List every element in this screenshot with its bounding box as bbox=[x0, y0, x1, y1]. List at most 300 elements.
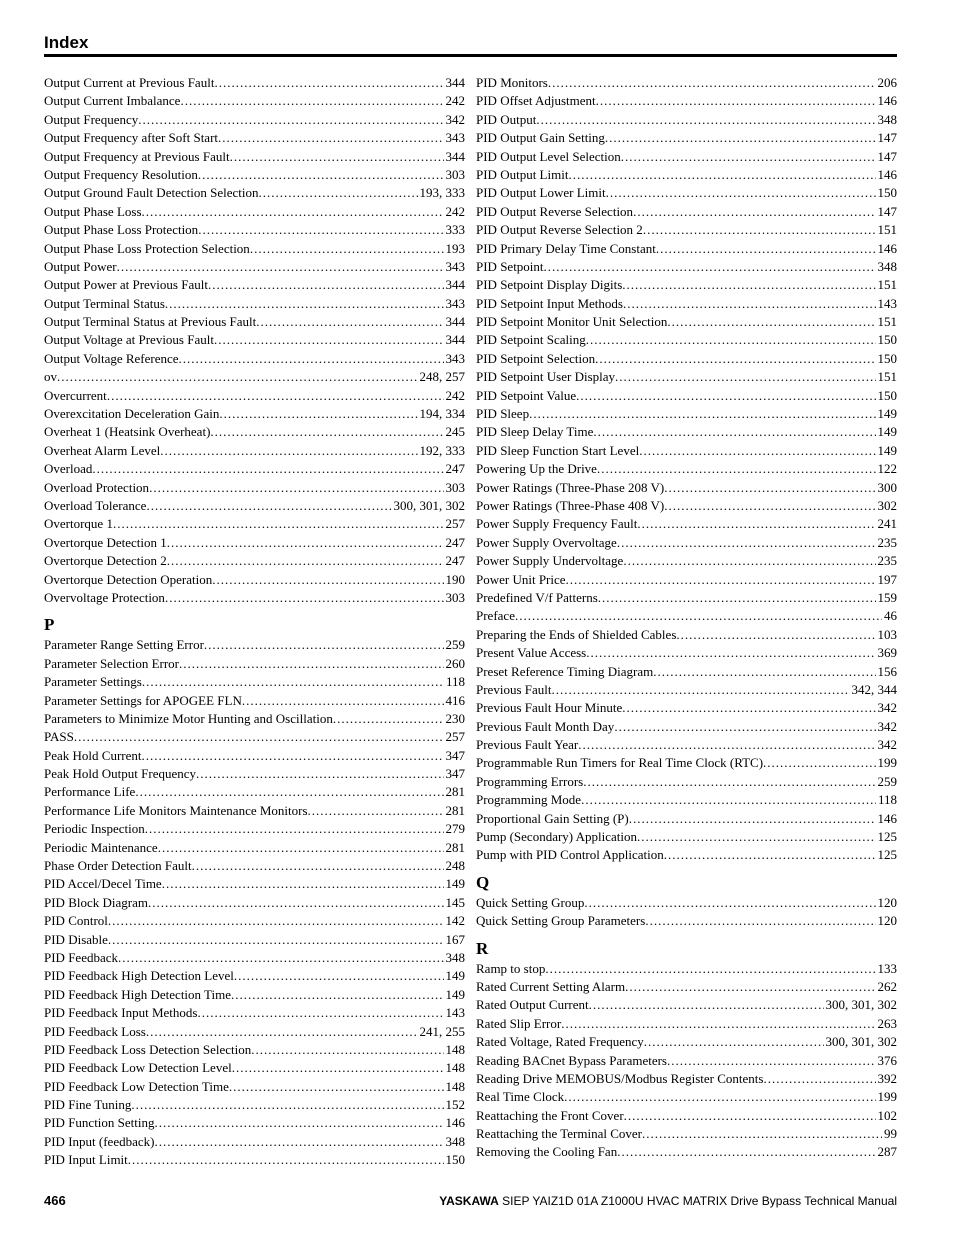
index-entry bbox=[44, 111, 465, 129]
dot-leader bbox=[179, 350, 444, 368]
index-page-ref: 146 bbox=[877, 810, 897, 826]
index-entry bbox=[44, 765, 465, 783]
index-page-ref: 199 bbox=[877, 1089, 897, 1105]
index-term: Overtorque Detection 1 bbox=[44, 534, 167, 550]
index-term: Output Ground Fault Detection Selection bbox=[44, 185, 259, 201]
index-page-ref: 343 bbox=[445, 295, 465, 311]
index-entry bbox=[44, 258, 465, 276]
index-page-ref: 260 bbox=[445, 655, 465, 671]
index-term: PID Sleep bbox=[476, 406, 530, 422]
index-term: Previous Fault Hour Minute bbox=[476, 700, 623, 716]
index-term: PID Feedback Loss bbox=[44, 1023, 146, 1039]
dot-leader bbox=[653, 663, 875, 681]
index-term: PID Feedback Loss Detection Selection bbox=[44, 1041, 252, 1057]
index-term: PID Setpoint Scaling bbox=[476, 332, 586, 348]
index-entry bbox=[476, 828, 897, 846]
dot-leader bbox=[643, 221, 876, 239]
index-term: Performance Life bbox=[44, 784, 136, 800]
index-term: PID Setpoint Value bbox=[476, 387, 577, 403]
index-page-ref: 46 bbox=[884, 608, 897, 624]
dot-leader bbox=[593, 423, 875, 441]
index-entry bbox=[44, 710, 465, 728]
index-term: PID Control bbox=[44, 913, 108, 929]
index-term: Output Terminal Status bbox=[44, 295, 165, 311]
index-page-ref: 347 bbox=[445, 747, 465, 763]
index-page-ref: 281 bbox=[445, 802, 465, 818]
dot-leader bbox=[617, 534, 876, 552]
index-page-ref: 342 bbox=[877, 700, 897, 716]
index-term: Rated Voltage, Rated Frequency bbox=[476, 1034, 644, 1050]
index-term: Periodic Maintenance bbox=[44, 839, 158, 855]
index-term: Overexcitation Deceleration Gain bbox=[44, 406, 220, 422]
index-entry bbox=[44, 692, 465, 710]
index-term: Output Current at Previous Fault bbox=[44, 75, 215, 90]
index-term: Reading BACnet Bypass Parameters bbox=[476, 1052, 667, 1068]
index-section-letter: R bbox=[476, 938, 489, 958]
index-page-ref: 147 bbox=[877, 203, 897, 219]
index-page-ref: 300 bbox=[877, 479, 897, 495]
dot-leader bbox=[251, 1041, 443, 1059]
dot-leader bbox=[162, 875, 444, 893]
dot-leader bbox=[623, 552, 875, 570]
index-page-ref: 247 bbox=[445, 534, 465, 550]
index-page-ref: 206 bbox=[877, 75, 897, 90]
index-page-ref: 348 bbox=[877, 111, 897, 127]
dot-leader bbox=[586, 644, 875, 662]
index-entry bbox=[44, 571, 465, 589]
index-page-ref: 120 bbox=[877, 913, 897, 929]
index-term: PID Feedback Low Detection Time bbox=[44, 1078, 229, 1094]
index-entry bbox=[44, 276, 465, 294]
index-page-ref: 281 bbox=[445, 839, 465, 855]
index-page-ref: 342 bbox=[877, 737, 897, 753]
dot-leader bbox=[131, 1096, 443, 1114]
dot-leader bbox=[154, 1133, 443, 1151]
index-entry bbox=[44, 673, 465, 691]
index-page-ref: 247 bbox=[445, 553, 465, 569]
index-page-ref: 159 bbox=[877, 589, 897, 605]
index-entry bbox=[476, 515, 897, 533]
dot-leader bbox=[645, 912, 875, 930]
index-term: Programming Errors bbox=[476, 773, 584, 789]
index-entry bbox=[44, 1151, 465, 1169]
index-page-ref: 102 bbox=[877, 1107, 897, 1123]
index-entry bbox=[476, 1052, 897, 1070]
index-entry bbox=[476, 258, 897, 276]
index-page-ref: 342 bbox=[877, 718, 897, 734]
dot-leader bbox=[210, 423, 443, 441]
dot-leader bbox=[135, 783, 443, 801]
index-entry bbox=[44, 221, 465, 239]
index-term: Overload Protection bbox=[44, 479, 150, 495]
index-entry bbox=[44, 857, 465, 875]
dot-leader bbox=[57, 368, 418, 386]
index-term: PID Output bbox=[476, 111, 537, 127]
index-entry bbox=[476, 1143, 897, 1161]
index-term: Overtorque Detection 2 bbox=[44, 553, 167, 569]
index-page-ref: 248, 257 bbox=[419, 369, 465, 385]
index-entry bbox=[476, 978, 897, 996]
index-page-ref: 262 bbox=[877, 978, 897, 994]
dot-leader bbox=[664, 479, 875, 497]
index-page-ref: 150 bbox=[877, 387, 897, 403]
dot-leader bbox=[614, 718, 875, 736]
index-entry bbox=[476, 368, 897, 386]
index-entry bbox=[476, 1125, 897, 1143]
index-entry bbox=[476, 497, 897, 515]
index-page-ref: 333 bbox=[445, 222, 465, 238]
index-page-ref: 281 bbox=[445, 784, 465, 800]
index-term: Overload bbox=[44, 461, 93, 477]
dot-leader bbox=[664, 497, 875, 515]
index-entry bbox=[476, 442, 897, 460]
index-page-ref: 148 bbox=[445, 1041, 465, 1057]
dot-leader bbox=[208, 276, 444, 294]
index-entry bbox=[476, 626, 897, 644]
index-term: Overheat 1 (Heatsink Overheat) bbox=[44, 424, 211, 440]
index-entry bbox=[44, 479, 465, 497]
dot-leader bbox=[578, 736, 875, 754]
index-term: Pump (Secondary) Application bbox=[476, 829, 638, 845]
index-term: PID Input (feedback) bbox=[44, 1133, 155, 1149]
index-term: Present Value Access bbox=[476, 645, 587, 661]
dot-leader bbox=[165, 589, 444, 607]
index-page-ref: 245 bbox=[445, 424, 465, 440]
index-page-ref: 248 bbox=[445, 858, 465, 874]
index-term: PID Disable bbox=[44, 931, 108, 947]
dot-leader bbox=[763, 754, 875, 772]
index-term: Removing the Cooling Fan bbox=[476, 1144, 618, 1160]
index-entry bbox=[44, 129, 465, 147]
index-entry bbox=[476, 1070, 897, 1088]
index-entry bbox=[476, 773, 897, 791]
index-entry bbox=[476, 960, 897, 978]
index-entry bbox=[476, 1033, 897, 1051]
index-term: PID Output Gain Setting bbox=[476, 130, 605, 146]
index-entry bbox=[44, 728, 465, 746]
index-page-ref: 235 bbox=[877, 534, 897, 550]
index-entry bbox=[44, 1004, 465, 1022]
index-page-ref: 118 bbox=[445, 674, 465, 690]
dot-leader bbox=[597, 460, 876, 478]
index-page-ref: 344 bbox=[445, 332, 465, 348]
dot-leader bbox=[515, 607, 882, 625]
dot-leader bbox=[230, 148, 444, 166]
index-term: Power Supply Undervoltage bbox=[476, 553, 624, 569]
dot-leader bbox=[165, 295, 444, 313]
index-page-ref: 151 bbox=[877, 314, 897, 330]
dot-leader bbox=[551, 681, 849, 699]
index-term: PID Sleep Delay Time bbox=[476, 424, 594, 440]
index-page-ref: 143 bbox=[445, 1005, 465, 1021]
index-page-ref: 149 bbox=[877, 424, 897, 440]
index-term: PID Primary Delay Time Constant bbox=[476, 240, 656, 256]
index-page-ref: 303 bbox=[445, 589, 465, 605]
index-page-ref: 149 bbox=[877, 442, 897, 458]
dot-leader bbox=[218, 129, 443, 147]
index-term: Overtorque 1 bbox=[44, 516, 113, 532]
index-term: Output Phase Loss Protection bbox=[44, 222, 199, 238]
index-term: PID Feedback Low Detection Level bbox=[44, 1060, 232, 1076]
index-page-ref: 344 bbox=[445, 277, 465, 293]
index-page-ref: 347 bbox=[445, 766, 465, 782]
index-term: Real Time Clock bbox=[476, 1089, 565, 1105]
index-page-ref: 242 bbox=[445, 203, 465, 219]
index-page-ref: 369 bbox=[877, 645, 897, 661]
index-entry bbox=[476, 166, 897, 184]
dot-leader bbox=[529, 405, 875, 423]
index-term: Power Unit Price bbox=[476, 571, 566, 587]
index-entry bbox=[44, 405, 465, 423]
dot-leader bbox=[212, 571, 443, 589]
index-page-ref: 150 bbox=[877, 332, 897, 348]
index-entry bbox=[476, 148, 897, 166]
dot-leader bbox=[667, 313, 875, 331]
dot-leader bbox=[258, 184, 417, 202]
dot-leader bbox=[142, 673, 444, 691]
index-page-ref: 376 bbox=[877, 1052, 897, 1068]
index-entry bbox=[44, 1023, 465, 1041]
index-entry bbox=[476, 74, 897, 92]
index-page-ref: 263 bbox=[877, 1015, 897, 1031]
index-entry bbox=[476, 1088, 897, 1106]
dot-leader bbox=[583, 773, 875, 791]
index-term: Ramp to stop bbox=[476, 960, 546, 976]
dot-leader bbox=[113, 515, 444, 533]
dot-leader bbox=[92, 460, 443, 478]
index-entry bbox=[44, 1096, 465, 1114]
index-page-ref: 241 bbox=[877, 516, 897, 532]
index-entry bbox=[476, 479, 897, 497]
index-term: Parameter Selection Error bbox=[44, 655, 179, 671]
index-page-ref: 149 bbox=[445, 876, 465, 892]
index-term: Previous Fault bbox=[476, 681, 552, 697]
dot-leader bbox=[566, 571, 876, 589]
index-term: Power Ratings (Three-Phase 208 V) bbox=[476, 479, 665, 495]
dot-leader bbox=[231, 986, 443, 1004]
index-term: Previous Fault Month Day bbox=[476, 718, 615, 734]
index-entry bbox=[476, 846, 897, 864]
dot-leader bbox=[589, 996, 824, 1014]
index-entry bbox=[476, 111, 897, 129]
index-entry bbox=[476, 718, 897, 736]
index-entry bbox=[476, 387, 897, 405]
dot-leader bbox=[536, 111, 875, 129]
index-page-ref: 146 bbox=[877, 240, 897, 256]
index-entry bbox=[44, 783, 465, 801]
dot-leader bbox=[256, 313, 443, 331]
index-page-ref: 147 bbox=[877, 130, 897, 146]
dot-leader bbox=[141, 747, 443, 765]
index-term: Parameter Settings bbox=[44, 674, 142, 690]
index-term: Overtorque Detection Operation bbox=[44, 571, 213, 587]
index-page-ref: 342, 344 bbox=[851, 681, 897, 697]
index-page-ref: 392 bbox=[877, 1070, 897, 1086]
index-page-ref: 235 bbox=[877, 553, 897, 569]
dot-leader bbox=[656, 240, 876, 258]
index-term: PID Block Diagram bbox=[44, 894, 148, 910]
index-term: Periodic Inspection bbox=[44, 821, 145, 837]
index-entry bbox=[476, 129, 897, 147]
index-term: Previous Fault Year bbox=[476, 737, 579, 753]
index-page-ref: 146 bbox=[877, 93, 897, 109]
dot-leader bbox=[149, 479, 443, 497]
index-term: Preparing the Ends of Shielded Cables bbox=[476, 626, 677, 642]
dot-leader bbox=[637, 515, 875, 533]
index-page-ref: 156 bbox=[877, 663, 897, 679]
index-page-ref: 303 bbox=[445, 166, 465, 182]
index-entry bbox=[44, 949, 465, 967]
dot-leader bbox=[214, 331, 444, 349]
dot-leader bbox=[214, 74, 443, 92]
index-term: PID Feedback High Detection Level bbox=[44, 968, 234, 984]
dot-leader bbox=[595, 350, 875, 368]
dot-leader bbox=[107, 387, 444, 405]
index-term: Peak Hold Current bbox=[44, 747, 142, 763]
dot-leader bbox=[621, 148, 876, 166]
dot-leader bbox=[138, 111, 443, 129]
index-term: PID Setpoint Display Digits bbox=[476, 277, 623, 293]
index-entry bbox=[44, 967, 465, 985]
index-entry bbox=[476, 350, 897, 368]
index-term: Parameters to Minimize Motor Hunting and Oscillation bbox=[44, 710, 333, 726]
index-term: Powering Up the Drive bbox=[476, 461, 597, 477]
index-term: Overload Tolerance bbox=[44, 497, 147, 513]
manual-footer bbox=[439, 1194, 897, 1208]
index-page-ref: 122 bbox=[877, 461, 897, 477]
index-page-ref: 287 bbox=[877, 1144, 897, 1160]
index-page-ref: 145 bbox=[445, 894, 465, 910]
index-entry bbox=[44, 589, 465, 607]
index-page-ref: 99 bbox=[884, 1126, 897, 1142]
dot-leader bbox=[128, 1151, 444, 1169]
index-term: Rated Output Current bbox=[476, 997, 589, 1013]
header-rule bbox=[44, 54, 897, 57]
index-page-ref: 120 bbox=[877, 894, 897, 910]
index-term: PID Output Level Selection bbox=[476, 148, 621, 164]
dot-leader bbox=[250, 240, 444, 258]
index-term: Reattaching the Terminal Cover bbox=[476, 1126, 642, 1142]
index-entry bbox=[44, 1041, 465, 1059]
dot-leader bbox=[232, 1059, 444, 1077]
index-entry bbox=[476, 313, 897, 331]
index-page-ref: 342 bbox=[445, 111, 465, 127]
index-entry bbox=[44, 636, 465, 654]
dot-leader bbox=[155, 1114, 444, 1132]
dot-leader bbox=[333, 710, 444, 728]
dot-leader bbox=[118, 949, 443, 967]
index-term: Output Terminal Status at Previous Fault bbox=[44, 314, 257, 330]
index-entry bbox=[44, 747, 465, 765]
index-term: Output Phase Loss bbox=[44, 203, 142, 219]
index-term: Parameter Range Setting Error bbox=[44, 637, 204, 653]
index-entry bbox=[44, 875, 465, 893]
index-page-ref: 230 bbox=[445, 710, 465, 726]
dot-leader bbox=[196, 765, 443, 783]
index-page-ref: 194, 334 bbox=[419, 406, 465, 422]
index-page-ref: 257 bbox=[445, 516, 465, 532]
index-term: PID Setpoint User Display bbox=[476, 369, 616, 385]
dot-leader bbox=[606, 184, 876, 202]
dot-leader bbox=[198, 166, 444, 184]
index-entry bbox=[44, 350, 465, 368]
index-entry bbox=[44, 515, 465, 533]
index-page-ref: 147 bbox=[877, 148, 897, 164]
index-entry bbox=[44, 368, 465, 386]
index-section-letter: Q bbox=[476, 872, 490, 892]
index-term: Power Supply Frequency Fault bbox=[476, 516, 638, 532]
index-term: PID Output Reverse Selection bbox=[476, 203, 634, 219]
dot-leader bbox=[584, 894, 875, 912]
index-page-ref: 259 bbox=[877, 773, 897, 789]
dot-leader bbox=[146, 497, 391, 515]
index-page-ref: 150 bbox=[445, 1152, 465, 1168]
index-entry bbox=[44, 552, 465, 570]
index-entry bbox=[476, 699, 897, 717]
dot-leader bbox=[219, 405, 417, 423]
index-term: PID Output Lower Limit bbox=[476, 185, 606, 201]
index-term: Power Supply Overvoltage bbox=[476, 534, 617, 550]
index-term: Output Frequency after Soft Start bbox=[44, 130, 219, 146]
index-entry bbox=[44, 986, 465, 1004]
index-term: PID Offset Adjustment bbox=[476, 93, 596, 109]
index-term: PID Feedback High Detection Time bbox=[44, 986, 232, 1002]
index-entry bbox=[476, 92, 897, 110]
dot-leader bbox=[561, 1015, 875, 1033]
dot-leader bbox=[637, 828, 875, 846]
index-page-ref: 259 bbox=[445, 637, 465, 653]
index-term: Output Frequency bbox=[44, 111, 139, 127]
index-entry bbox=[476, 460, 897, 478]
index-entry bbox=[44, 894, 465, 912]
index-term: Overvoltage Protection bbox=[44, 589, 165, 605]
index-page-ref: 193, 333 bbox=[419, 185, 465, 201]
index-term: Programming Mode bbox=[476, 792, 582, 808]
index-term: PID Output Limit bbox=[476, 166, 569, 182]
dot-leader bbox=[624, 1107, 876, 1125]
index-page-ref: 348 bbox=[445, 949, 465, 965]
index-page-ref: 257 bbox=[445, 729, 465, 745]
index-term: ov bbox=[44, 369, 57, 385]
index-entry bbox=[44, 1078, 465, 1096]
index-entry bbox=[476, 996, 897, 1014]
dot-leader bbox=[142, 203, 444, 221]
index-page-ref: 151 bbox=[877, 369, 897, 385]
dot-leader bbox=[629, 810, 876, 828]
index-entry bbox=[44, 460, 465, 478]
index-term: Overcurrent bbox=[44, 387, 107, 403]
index-entry bbox=[44, 820, 465, 838]
index-entry bbox=[44, 1059, 465, 1077]
index-term: Rated Current Setting Alarm bbox=[476, 978, 626, 994]
dot-leader bbox=[229, 1078, 444, 1096]
index-page-ref: 199 bbox=[877, 755, 897, 771]
index-entry bbox=[44, 148, 465, 166]
dot-leader bbox=[596, 92, 876, 110]
index-entry bbox=[476, 295, 897, 313]
index-page-ref: 167 bbox=[445, 931, 465, 947]
dot-leader bbox=[664, 846, 876, 864]
index-entry bbox=[476, 240, 897, 258]
index-term: Phase Order Detection Fault bbox=[44, 858, 192, 874]
index-page-ref: 303 bbox=[445, 479, 465, 495]
dot-leader bbox=[242, 692, 444, 710]
dot-leader bbox=[676, 626, 875, 644]
page-number: 466 bbox=[44, 1193, 66, 1208]
index-entry bbox=[44, 497, 465, 515]
index-entry bbox=[44, 1114, 465, 1132]
dot-leader bbox=[548, 74, 876, 92]
